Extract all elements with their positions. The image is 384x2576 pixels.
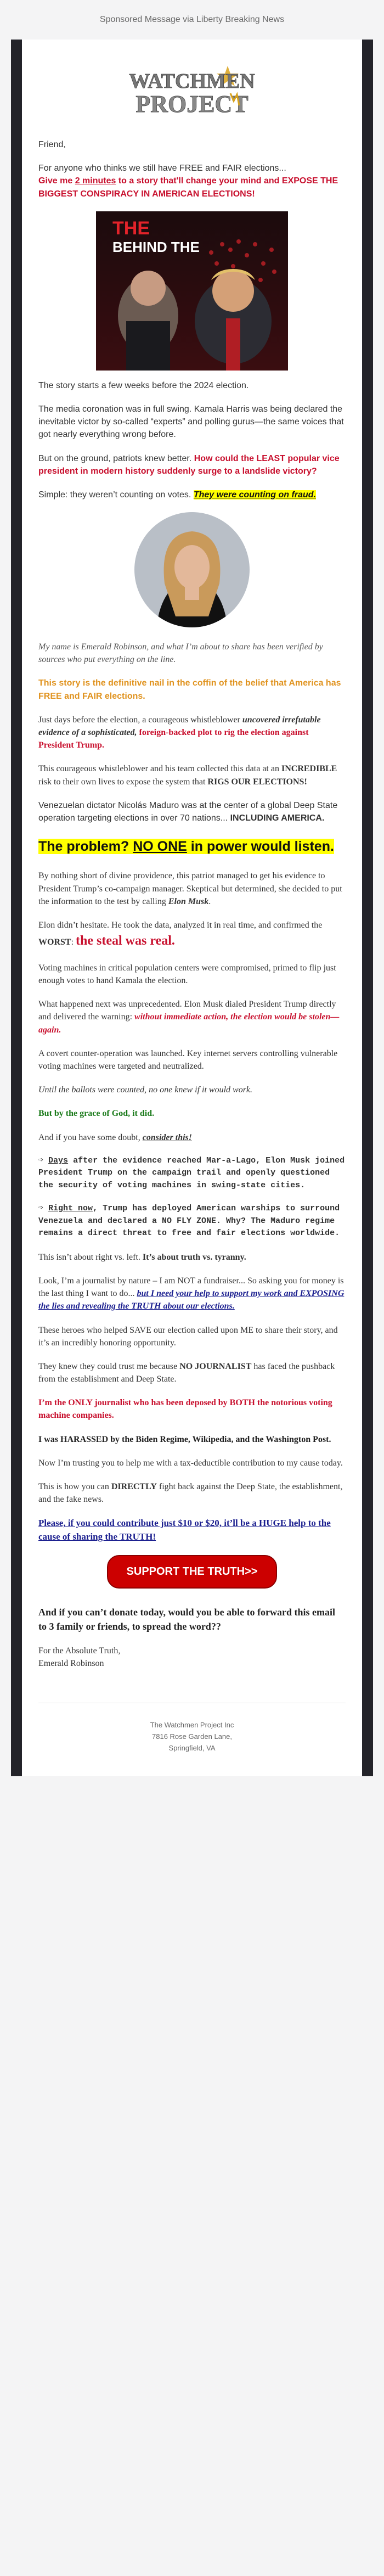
elon-paragraph	[38, 919, 346, 951]
whistleblower-lead: Just days before the election, a courageous whistleblower	[38, 715, 242, 725]
machines-paragraph: Voting machines in critical population centers were compromised, primed to flip just enough votes to hand Kamala the election.	[38, 963, 336, 986]
elon-steal: the steal was real.	[76, 934, 175, 949]
forward-paragraph: And if you can’t donate today, would you be able to forward this email to 3 family or friends, to spread the word??	[38, 1606, 336, 1632]
covert-paragraph: A covert counter-operation was launched. Key internet servers controlling vulnerable voting machines were targeted and neutralized.	[38, 1048, 338, 1071]
courageous-bold: RIGS OUR ELECTIONS!	[207, 777, 307, 787]
problem-no-one: NO ONE	[133, 839, 187, 855]
unprecedented-paragraph	[38, 998, 346, 1036]
right-now-label: Right now	[48, 1204, 93, 1214]
elon-worst: WORST	[38, 938, 71, 947]
footer-org: The Watchmen Project Inc	[150, 1721, 234, 1730]
logo-line1: WATCHMEN	[129, 70, 255, 93]
intro-give-me: Give me	[38, 176, 75, 186]
not-right-bold: It’s about truth vs. tyranny.	[142, 1252, 246, 1262]
story-starts: The story starts a few weeks before the 2024 election.	[38, 380, 249, 390]
intro-two-minutes: 2 minutes	[75, 176, 116, 186]
author-photo	[38, 512, 346, 627]
elon-colon: :	[71, 938, 76, 947]
problem-headline	[38, 837, 346, 856]
days-label: Days	[48, 1155, 69, 1165]
signoff-line2: Emerald Robinson	[38, 1659, 104, 1669]
signoff-line1: For the Absolute Truth,	[38, 1646, 121, 1655]
please-donate-link[interactable]: Please, if you could contribute just $10 or $20, it’ll be a HUGE help to the cause of sharing the TRUTH!	[38, 1518, 331, 1542]
maduro-lead: Venezuelan dictator Nicolás Maduro was at the center of a global Deep State operation targeting elections in over 70 nations...	[38, 800, 338, 823]
trusting-paragraph: Now I’m trusting you to help me with a tax-deductible contribution to my cause today.	[38, 1458, 343, 1468]
maduro-bold: INCLUDING AMERICA.	[230, 813, 325, 823]
until-ballots: Until the ballots were counted, no one knew if it would work.	[38, 1085, 253, 1095]
signoff	[38, 1645, 346, 1670]
harassed-paragraph: I was HARASSED by the Biden Regime, Wikipedia, and the Washington Post.	[38, 1434, 331, 1444]
patriots-red: How could the LEAST popular vice president in modern history suddenly surge to a landslide victory?	[38, 453, 340, 476]
doubt-em: consider this!	[142, 1132, 192, 1142]
simple-highlight: They were counting on fraud.	[193, 490, 316, 500]
elon-lead: Elon didn’t hesitate. He took the data, analyzed it in real time, and confirmed the	[38, 920, 323, 930]
support-truth-button[interactable]: SUPPORT THE TRUTH>>	[107, 1555, 278, 1589]
maduro-paragraph	[38, 799, 346, 824]
footer-city: Springfield, VA	[168, 1743, 216, 1752]
days-after-paragraph	[38, 1155, 346, 1192]
trust-rest: has faced the pushback from the establishment and Deep State.	[38, 1361, 335, 1384]
author-intro: My name is Emerald Robinson, and what I’m about to share has been verified by sources who put everything on the line.	[38, 642, 323, 665]
courageous-lead: This courageous whistleblower and his team collected this data at an	[38, 764, 281, 774]
courageous-mid: risk to their own lives to expose the system that	[38, 777, 208, 787]
doubt-lead: And if you have some doubt,	[38, 1132, 143, 1142]
not-right-paragraph	[38, 1251, 346, 1264]
right-now-paragraph	[38, 1203, 346, 1240]
hero-title-bottom: BEHIND THE	[112, 238, 200, 255]
courageous-paragraph	[38, 762, 346, 788]
email-frame	[11, 40, 373, 1776]
journalist-paragraph	[38, 1275, 346, 1313]
directly-paragraph	[38, 1480, 346, 1506]
email-body	[22, 40, 362, 1776]
simple-paragraph	[38, 489, 346, 501]
nail-in-coffin: This story is the definitive nail in the coffin of the belief that America has FREE and FAIR elections.	[38, 678, 341, 701]
whistleblower-em: uncovered irrefutable evidence of a sophisticated,	[38, 715, 321, 737]
please-paragraph	[38, 1517, 346, 1544]
trust-lead: They knew they could trust me because	[38, 1361, 180, 1371]
directly-lead: This is how you can	[38, 1482, 111, 1492]
intro-paragraph	[38, 162, 346, 200]
simple-lead: Simple: they weren’t counting on votes.	[38, 490, 194, 500]
trust-bold: NO JOURNALIST	[179, 1361, 252, 1371]
whistleblower-paragraph	[38, 714, 346, 752]
arrow-icon: ➩	[38, 1204, 49, 1214]
footer-address	[38, 1720, 346, 1754]
arrow-icon: ➩	[38, 1155, 49, 1165]
divine-end: .	[208, 896, 211, 906]
intro-lead: For anyone who thinks we still have FREE and FAIR elections...	[38, 164, 286, 173]
problem-rest: in power would listen.	[187, 839, 334, 855]
right-now-rest: , Trump has deployed American warships to surround Venezuela and declared a NO FLY ZONE. Why? The Maduro regime remains a direct threat to free and fair elections worldwide.	[38, 1204, 340, 1238]
problem-lead: The problem?	[38, 839, 133, 855]
patriots-lead: But on the ground, patriots knew better.	[38, 453, 194, 463]
footer-street: 7816 Rose Garden Lane,	[152, 1732, 232, 1741]
support-link[interactable]: but I need your help to support my work and EXPOSING the lies and revealing the TRUTH about our elections.	[38, 1289, 345, 1311]
only-journalist: I’m the ONLY journalist who has been deposed by BOTH the notorious voting machine companies.	[38, 1398, 332, 1421]
grace-of-god: But by the grace of God, it did.	[38, 1109, 155, 1119]
days-rest: after the evidence reached Mar-a-Lago, Elon Musk joined President Trump on the campaign trail and openly questioned the security of voting machines in swing-state cities.	[38, 1155, 345, 1190]
doubt-paragraph	[38, 1131, 346, 1144]
trust-paragraph	[38, 1360, 346, 1385]
heroes-paragraph: These heroes who helped SAVE our election called upon ME to share their story, and it’s an incredibly honoring opportunity.	[38, 1325, 338, 1348]
patriots-paragraph	[38, 452, 346, 478]
courageous-caps: INCREDIBLE	[281, 764, 337, 774]
hero-image	[38, 211, 346, 371]
media-coronation: The media coronation was in full swing. Kamala Harris was being declared the inevitable victor by so-called “experts” and polling gurus—the same voices that got nearly everything wrong before.	[38, 404, 344, 440]
whistleblower-red: foreign-backed plot to rig the election against President Trump.	[38, 728, 309, 750]
hero-title-top: THE	[112, 217, 150, 239]
divine-paragraph	[38, 869, 346, 908]
watchmen-project-logo	[38, 61, 346, 122]
cta-wrap	[38, 1555, 346, 1589]
sponsored-banner-text: Sponsored Message via Liberty Breaking News	[99, 15, 285, 24]
logo-line2: PROJECT	[135, 91, 249, 117]
sponsored-banner	[0, 0, 384, 40]
directly-rest: fight back against the Deep State, the establishment, and the fake news.	[38, 1482, 343, 1505]
not-right-lead: This isn’t about right vs. left.	[38, 1252, 143, 1262]
directly-bold: DIRECTLY	[111, 1482, 157, 1492]
unprecedented-red: without immediate action, the election would be stolen—again.	[38, 1012, 340, 1035]
unprecedented-lead: What happened next was unprecedented. Elon Musk dialed President Trump directly and delivered the warning:	[38, 1000, 336, 1022]
greeting: Friend,	[38, 140, 66, 149]
divine-lead: By nothing short of divine providence, this patriot managed to get his evidence to President Trump’s co-campaign manager. Skeptical but determined, she decided to put the information to the test by calling	[38, 871, 342, 906]
journalist-lead: Look, I’m a journalist by nature – I am NOT a fundraiser... So asking you for money is the last thing I want to do...	[38, 1276, 344, 1299]
divine-name: Elon Musk	[168, 896, 209, 906]
intro-rest: to a story that'll change your mind and EXPOSE THE BIGGEST CONSPIRACY IN AMERICAN ELECTIONS!	[38, 176, 338, 199]
